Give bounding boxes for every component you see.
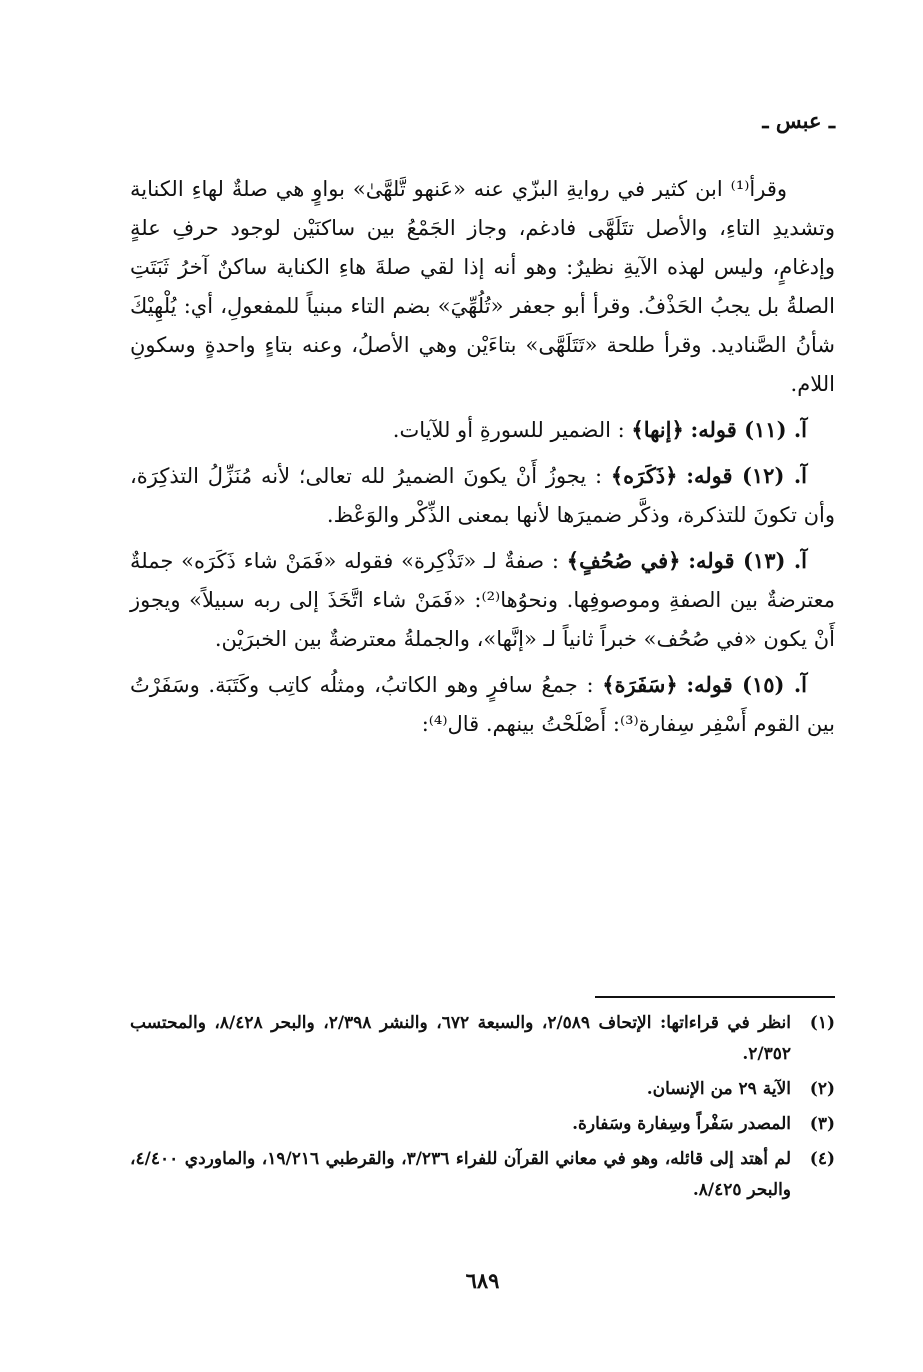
paragraph-text: : صفةٌ لـ «تَذْكِرة» فقوله «فَمَنْ شاء ذَكَرَه» جملةٌ معترضةٌ بين الصفةِ وموصوفِها. ونحوُها⁽²⁾: «فَمَنْ شاء اتَّخَذَ إلى ربه سبيلاً» ويجوز أَنْ يكون «في صُحُف» خبراً ثانياً لـ «إنَّها»، والجملةُ معترضةٌ بين الخبرَيْن. bbox=[130, 549, 835, 651]
footnote-3 bbox=[130, 1109, 835, 1140]
footnotes bbox=[130, 1008, 835, 1210]
footnote-4 bbox=[130, 1144, 835, 1206]
footnote-text: المصدر سَفْراً وسِفارة وسَفارة. bbox=[572, 1114, 791, 1134]
footnote-2 bbox=[130, 1074, 835, 1105]
verse-marker: آ. (١٢) قوله: bbox=[686, 463, 807, 488]
page bbox=[130, 0, 835, 1372]
paragraph-verse-12 bbox=[130, 456, 835, 535]
footnote-1 bbox=[130, 1008, 835, 1070]
verse-heading: ﴿ذَكَرَه﴾ bbox=[610, 463, 678, 488]
footnote-number: (٣) bbox=[809, 1114, 835, 1134]
verse-heading: ﴿في صُحُفٍ﴾ bbox=[566, 548, 681, 573]
verse-marker: آ. (١٣) قوله: bbox=[688, 548, 807, 573]
main-text bbox=[130, 170, 835, 744]
paragraph-readings bbox=[130, 170, 835, 404]
verse-heading: ﴿إنها﴾ bbox=[631, 417, 684, 442]
paragraph-verse-11 bbox=[130, 410, 835, 450]
footnote-text: لم أهتد إلى قائله، وهو في معاني القرآن للفراء ٣/٢٣٦، والقرطبي ١٩/٢١٦، والماوردي ٤/٤٠٠، والبحر ٨/٤٢٥. bbox=[130, 1149, 791, 1200]
paragraph-text: وقرأ⁽¹⁾ ابن كثير في روايةِ البزّي عنه «عَنهو تَّلهَّىٰ» بواوٍ هي صلةٌ لهاءِ الكناية وتشديدِ التاءِ، والأصل تتَلَهَّى فادغم، وجاز الجَمْعُ بين ساكنَيْن لوجود حرفِ علةٍ وإدغامٍ، وليس لهذه الآيةِ نظيرٌ: وهو أنه إذا لقي صلةَ هاءِ الكناية ساكنٌ آخرُ ثَبَتَتِ الصلةُ بل يجبُ الحَذْفُ. وقرأ أبو جعفر «تُلُهِّيَ» بضم التاء مبنياً للمفعولِ، أي: يُلْهِيْكَ شأنُ الصَّناديد. وقرأ طلحة «تَتَلَهَّى» بتاءَيْن وهي الأصلُ، وعنه بتاءٍ واحدةٍ وسكونِ اللام. bbox=[130, 177, 835, 396]
page-number: ٦٨٩ bbox=[465, 1268, 500, 1293]
verse-marker: آ. (١٥) قوله: bbox=[686, 672, 807, 697]
footnote-number: (٤) bbox=[809, 1149, 835, 1169]
paragraph-verse-13 bbox=[130, 541, 835, 659]
paragraph-text: : الضمير للسورةِ أو للآيات. bbox=[392, 418, 625, 442]
paragraph-text: : يجوزُ أَنْ يكونَ الضميرُ لله تعالى؛ لأنه مُنَزِّلُ التذكِرَة، وأن تكونَ للتذكرة، وذكَّر ضميرَها لأنها بمعنى الذِّكْر والوَعْظ. bbox=[130, 464, 835, 527]
footnote-text: الآية ٢٩ من الإنسان. bbox=[646, 1079, 791, 1099]
paragraph-text: : جمعُ سافرٍ وهو الكاتبُ، ومثلُه كاتِب وكَتَبَة. وسَفَرْتُ بين القوم أَسْفِر سِفارة⁽³⁾: أَصْلَحْتُ بينهم. قال⁽⁴⁾: bbox=[130, 673, 835, 736]
verse-heading: ﴿سَفَرَة﴾ bbox=[602, 672, 678, 697]
verse-marker: آ. (١١) قوله: bbox=[690, 417, 807, 442]
footnote-divider bbox=[595, 996, 835, 998]
paragraph-verse-15 bbox=[130, 665, 835, 744]
footnote-text: انظر في قراءاتها: الإتحاف ٢/٥٨٩، والسبعة ٦٧٢، والنشر ٢/٣٩٨، والبحر ٨/٤٢٨، والمحتسب ٢/٣٥٢. bbox=[130, 1013, 791, 1064]
running-header: ـ عبس ـ bbox=[762, 108, 835, 133]
footnote-number: (٢) bbox=[809, 1079, 835, 1099]
footnote-number: (١) bbox=[809, 1013, 835, 1033]
